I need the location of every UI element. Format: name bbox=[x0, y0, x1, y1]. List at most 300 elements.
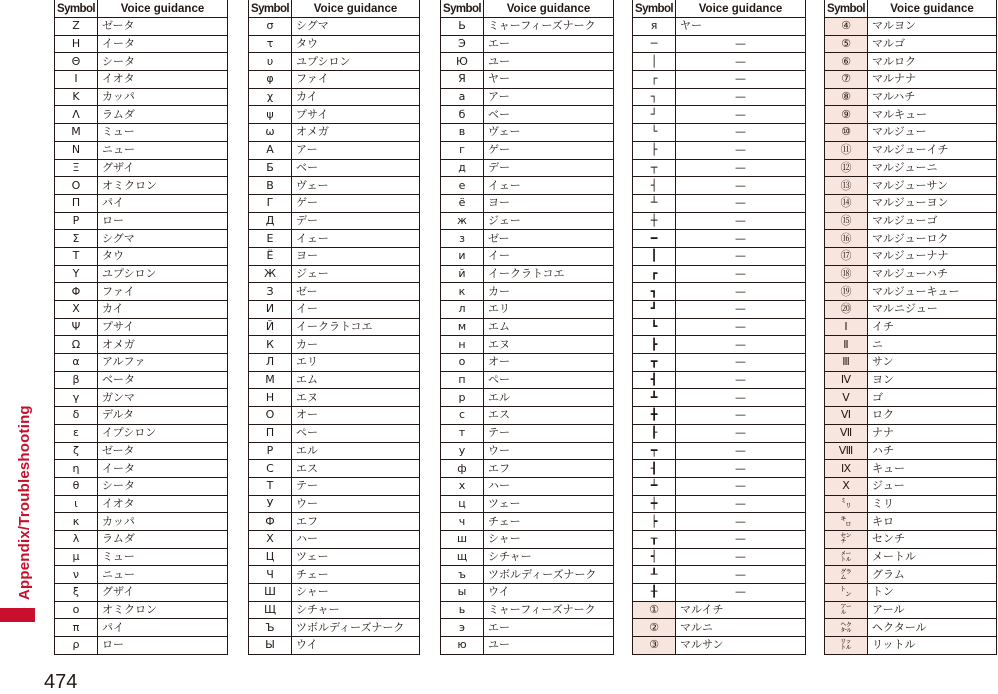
voice-guidance-cell: — bbox=[676, 124, 806, 142]
voice-guidance-cell: — bbox=[676, 442, 806, 460]
voice-guidance-cell: ラムダ bbox=[98, 106, 228, 124]
symbol-cell: ┨ bbox=[633, 460, 676, 478]
symbol-cell: ㌢ bbox=[825, 530, 868, 548]
symbol-cell: Ъ bbox=[249, 619, 292, 637]
voice-guidance-cell: エム bbox=[484, 318, 614, 336]
voice-guidance-cell: — bbox=[676, 495, 806, 513]
symbol-cell: м bbox=[441, 318, 484, 336]
symbol-cell: т bbox=[441, 424, 484, 442]
table-row bbox=[249, 637, 420, 655]
table-row bbox=[633, 371, 806, 389]
symbol-cell: ┠ bbox=[633, 424, 676, 442]
table-row bbox=[55, 530, 228, 548]
symbol-cell: Ν bbox=[55, 141, 98, 159]
voice-guidance-cell: オー bbox=[484, 354, 614, 372]
table-row bbox=[55, 247, 228, 265]
column-header-voice: Voice guidance bbox=[868, 0, 997, 18]
symbol-cell: Я bbox=[441, 71, 484, 89]
voice-guidance-cell: ゼータ bbox=[98, 442, 228, 460]
voice-guidance-cell: イークラトコエ bbox=[292, 318, 420, 336]
voice-guidance-cell: マルロク bbox=[868, 53, 997, 71]
voice-guidance-cell: ロク bbox=[868, 407, 997, 425]
table-row bbox=[633, 247, 806, 265]
table-row bbox=[55, 477, 228, 495]
table-row bbox=[633, 159, 806, 177]
symbol-cell: Χ bbox=[55, 301, 98, 319]
voice-guidance-cell: テー bbox=[484, 424, 614, 442]
table-row bbox=[55, 371, 228, 389]
voice-guidance-cell: エス bbox=[292, 460, 420, 478]
symbol-cell: Π bbox=[55, 194, 98, 212]
symbol-cell: Ⅸ bbox=[825, 460, 868, 478]
voice-guidance-cell: シャー bbox=[292, 584, 420, 602]
symbol-cell: Ф bbox=[249, 513, 292, 531]
voice-guidance-cell: ゲー bbox=[292, 194, 420, 212]
voice-guidance-cell: シータ bbox=[98, 53, 228, 71]
voice-guidance-cell: ツェー bbox=[484, 495, 614, 513]
voice-guidance-cell: イー bbox=[484, 247, 614, 265]
symbol-cell: ζ bbox=[55, 442, 98, 460]
voice-guidance-cell: ツボルディーズナーク bbox=[484, 566, 614, 584]
table-row bbox=[441, 230, 614, 248]
voice-guidance-cell: テー bbox=[292, 477, 420, 495]
symbol-cell: ρ bbox=[55, 637, 98, 655]
symbol-cell: ③ bbox=[633, 637, 676, 655]
voice-guidance-cell: ヘクタール bbox=[868, 619, 997, 637]
symbol-cell: α bbox=[55, 354, 98, 372]
voice-guidance-cell: ヨン bbox=[868, 371, 997, 389]
symbol-cell: ⑨ bbox=[825, 106, 868, 124]
voice-guidance-cell: ミャーフィーズナーク bbox=[484, 601, 614, 619]
voice-guidance-cell: ウー bbox=[484, 442, 614, 460]
table-row bbox=[55, 601, 228, 619]
table-row bbox=[249, 35, 420, 53]
voice-guidance-cell: — bbox=[676, 566, 806, 584]
table-row bbox=[55, 18, 228, 36]
table-row bbox=[825, 318, 997, 336]
symbol-cell: щ bbox=[441, 548, 484, 566]
symbol-cell: к bbox=[441, 283, 484, 301]
symbol-cell: Ш bbox=[249, 584, 292, 602]
table-row bbox=[55, 637, 228, 655]
voice-guidance-cell: ハチ bbox=[868, 442, 997, 460]
table-row bbox=[441, 371, 614, 389]
symbol-cell: Ρ bbox=[55, 212, 98, 230]
voice-guidance-cell: ペー bbox=[292, 424, 420, 442]
symbol-cell: ξ bbox=[55, 584, 98, 602]
symbol-cell: Т bbox=[249, 477, 292, 495]
table-row bbox=[825, 460, 997, 478]
symbol-cell: ④ bbox=[825, 18, 868, 36]
voice-guidance-cell: — bbox=[676, 177, 806, 195]
symbol-cell: ┰ bbox=[633, 530, 676, 548]
symbol-cell: й bbox=[441, 265, 484, 283]
voice-guidance-cell: ラムダ bbox=[98, 530, 228, 548]
voice-guidance-cell: ベー bbox=[292, 159, 420, 177]
symbol-cell: Θ bbox=[55, 53, 98, 71]
table-row bbox=[249, 584, 420, 602]
voice-guidance-cell: — bbox=[676, 424, 806, 442]
table-row bbox=[55, 194, 228, 212]
voice-guidance-cell: マルジューヨン bbox=[868, 194, 997, 212]
voice-guidance-cell: グザイ bbox=[98, 159, 228, 177]
symbol-cell: ┣ bbox=[633, 336, 676, 354]
voice-guidance-cell: ジェー bbox=[484, 212, 614, 230]
voice-guidance-cell: エヌ bbox=[484, 336, 614, 354]
voice-guidance-cell: カイ bbox=[292, 88, 420, 106]
table-row bbox=[249, 283, 420, 301]
table-row bbox=[55, 159, 228, 177]
symbol-cell: ┛ bbox=[633, 301, 676, 319]
symbol-cell: ё bbox=[441, 194, 484, 212]
voice-guidance-cell: マルキュー bbox=[868, 106, 997, 124]
voice-guidance-cell: ミュー bbox=[98, 548, 228, 566]
table-row bbox=[825, 548, 997, 566]
table-row bbox=[825, 247, 997, 265]
table-row bbox=[825, 18, 997, 36]
voice-guidance-cell: オミクロン bbox=[98, 601, 228, 619]
voice-guidance-cell: ロー bbox=[98, 637, 228, 655]
table-row bbox=[633, 194, 806, 212]
column-header-symbol: Symbol bbox=[825, 0, 868, 18]
symbol-cell: Ж bbox=[249, 265, 292, 283]
voice-guidance-cell: イオタ bbox=[98, 495, 228, 513]
voice-guidance-cell: アー bbox=[484, 88, 614, 106]
table-row bbox=[633, 301, 806, 319]
table-row bbox=[441, 247, 614, 265]
symbol-cell: В bbox=[249, 177, 292, 195]
table-row bbox=[55, 566, 228, 584]
symbol-cell: У bbox=[249, 495, 292, 513]
table-row bbox=[633, 424, 806, 442]
table-row bbox=[249, 247, 420, 265]
symbol-cell: η bbox=[55, 460, 98, 478]
voice-guidance-cell: チェー bbox=[292, 566, 420, 584]
symbol-cell: ┌ bbox=[633, 71, 676, 89]
table-row bbox=[55, 495, 228, 513]
voice-guidance-cell: デー bbox=[292, 212, 420, 230]
symbol-cell: ㍍ bbox=[825, 548, 868, 566]
table-row bbox=[825, 407, 997, 425]
voice-guidance-cell: トン bbox=[868, 584, 997, 602]
symbol-cell: Е bbox=[249, 230, 292, 248]
symbol-cell: ① bbox=[633, 601, 676, 619]
voice-guidance-cell: マルジューキュー bbox=[868, 283, 997, 301]
voice-guidance-cell: エム bbox=[292, 371, 420, 389]
voice-guidance-cell: — bbox=[676, 584, 806, 602]
voice-guidance-cell: ヨー bbox=[484, 194, 614, 212]
voice-guidance-cell: デルタ bbox=[98, 407, 228, 425]
voice-guidance-cell: ウー bbox=[292, 495, 420, 513]
symbol-cell: Μ bbox=[55, 124, 98, 142]
voice-guidance-cell: — bbox=[676, 530, 806, 548]
voice-guidance-cell: カッパ bbox=[98, 88, 228, 106]
symbol-cell: ┿ bbox=[633, 495, 676, 513]
symbol-cell: М bbox=[249, 371, 292, 389]
symbol-cell: в bbox=[441, 124, 484, 142]
symbol-cell: Б bbox=[249, 159, 292, 177]
symbol-cell: ⑬ bbox=[825, 177, 868, 195]
voice-guidance-cell: センチ bbox=[868, 530, 997, 548]
column-header-symbol: Symbol bbox=[633, 0, 676, 18]
table-row bbox=[633, 230, 806, 248]
symbol-cell: е bbox=[441, 177, 484, 195]
table-row bbox=[633, 53, 806, 71]
symbol-cell: ⑰ bbox=[825, 247, 868, 265]
table-row bbox=[633, 354, 806, 372]
voice-guidance-cell: ミャーフィーズナーク bbox=[484, 18, 614, 36]
voice-guidance-cell: ニ bbox=[868, 336, 997, 354]
voice-guidance-cell: ウイ bbox=[292, 637, 420, 655]
symbol-cell: Ⅳ bbox=[825, 371, 868, 389]
symbol-cell: С bbox=[249, 460, 292, 478]
symbol-cell: Ц bbox=[249, 548, 292, 566]
voice-guidance-cell: — bbox=[676, 513, 806, 531]
symbol-cell: ε bbox=[55, 424, 98, 442]
table-row bbox=[55, 212, 228, 230]
voice-guidance-cell: タウ bbox=[292, 35, 420, 53]
table-row bbox=[633, 177, 806, 195]
symbol-cell: ┝ bbox=[633, 513, 676, 531]
symbol-cell: Ζ bbox=[55, 18, 98, 36]
table-row bbox=[55, 35, 228, 53]
symbol-cell: Ы bbox=[249, 637, 292, 655]
voice-guidance-cell: グラム bbox=[868, 566, 997, 584]
table-row bbox=[633, 265, 806, 283]
symbol-cell: ⑭ bbox=[825, 194, 868, 212]
symbol-cell: ⑳ bbox=[825, 301, 868, 319]
voice-guidance-cell: シータ bbox=[98, 477, 228, 495]
symbol-cell: Ь bbox=[441, 18, 484, 36]
voice-guidance-cell: — bbox=[676, 106, 806, 124]
voice-guidance-cell: シチャー bbox=[484, 548, 614, 566]
table-row bbox=[825, 566, 997, 584]
voice-guidance-cell: ユプシロン bbox=[292, 53, 420, 71]
symbol-cell: Ⅰ bbox=[825, 318, 868, 336]
table-header bbox=[55, 0, 228, 18]
symbol-cell: π bbox=[55, 619, 98, 637]
table-row bbox=[441, 124, 614, 142]
table-row bbox=[825, 637, 997, 655]
symbol-cell: Ю bbox=[441, 53, 484, 71]
table-row bbox=[633, 318, 806, 336]
voice-guidance-cell: ニュー bbox=[98, 141, 228, 159]
voice-guidance-cell: プサイ bbox=[98, 318, 228, 336]
table-row bbox=[55, 265, 228, 283]
symbol-cell: Ψ bbox=[55, 318, 98, 336]
table-row bbox=[249, 371, 420, 389]
table-row bbox=[249, 88, 420, 106]
table-row bbox=[825, 619, 997, 637]
table-row bbox=[825, 442, 997, 460]
symbol-cell: Ξ bbox=[55, 159, 98, 177]
column-header-symbol: Symbol bbox=[249, 0, 292, 18]
symbol-cell: Ⅹ bbox=[825, 477, 868, 495]
symbol-cell: э bbox=[441, 619, 484, 637]
voice-guidance-cell: オミクロン bbox=[98, 177, 228, 195]
table-row bbox=[441, 336, 614, 354]
table-row bbox=[55, 389, 228, 407]
table-row bbox=[825, 35, 997, 53]
table-row bbox=[441, 35, 614, 53]
symbol-cell: τ bbox=[249, 35, 292, 53]
table-row bbox=[55, 106, 228, 124]
voice-guidance-cell: マルヨン bbox=[868, 18, 997, 36]
symbol-cell: ⑪ bbox=[825, 141, 868, 159]
table-header bbox=[633, 0, 806, 18]
symbol-cell: ┻ bbox=[633, 389, 676, 407]
table-row bbox=[249, 601, 420, 619]
symbol-cell: ┸ bbox=[633, 566, 676, 584]
table-row bbox=[249, 159, 420, 177]
table-row bbox=[441, 389, 614, 407]
voice-guidance-cell: カー bbox=[292, 336, 420, 354]
table-row bbox=[55, 71, 228, 89]
table-row bbox=[55, 318, 228, 336]
table-row bbox=[55, 424, 228, 442]
table-row bbox=[441, 584, 614, 602]
symbol-cell: ┘ bbox=[633, 106, 676, 124]
table-row bbox=[825, 141, 997, 159]
table-row bbox=[249, 106, 420, 124]
table-row bbox=[249, 141, 420, 159]
table-row bbox=[55, 283, 228, 301]
voice-guidance-cell: ゴ bbox=[868, 389, 997, 407]
voice-guidance-cell: マルジュー bbox=[868, 124, 997, 142]
symbol-cell: о bbox=[441, 354, 484, 372]
symbol-cell: ㍉ bbox=[825, 495, 868, 513]
symbol-cell: υ bbox=[249, 53, 292, 71]
symbol-cell: д bbox=[441, 159, 484, 177]
table-row bbox=[441, 301, 614, 319]
table-row bbox=[249, 424, 420, 442]
table-row bbox=[633, 283, 806, 301]
voice-guidance-cell: — bbox=[676, 336, 806, 354]
table-row bbox=[249, 619, 420, 637]
symbol-cell: ─ bbox=[633, 35, 676, 53]
voice-guidance-cell: マルイチ bbox=[676, 601, 806, 619]
symbol-cell: └ bbox=[633, 124, 676, 142]
table-row bbox=[825, 301, 997, 319]
table-row bbox=[633, 601, 806, 619]
symbol-cell: Г bbox=[249, 194, 292, 212]
symbol-cell: ф bbox=[441, 460, 484, 478]
voice-guidance-cell: パイ bbox=[98, 619, 228, 637]
symbol-cell: ┳ bbox=[633, 354, 676, 372]
symbol-cell: О bbox=[249, 407, 292, 425]
table-row bbox=[55, 548, 228, 566]
table-row bbox=[825, 371, 997, 389]
voice-guidance-cell: エル bbox=[292, 442, 420, 460]
table-row bbox=[249, 177, 420, 195]
table-row bbox=[55, 407, 228, 425]
symbol-cell: Ⅵ bbox=[825, 407, 868, 425]
table-row bbox=[633, 513, 806, 531]
symbol-cell: Ⅶ bbox=[825, 424, 868, 442]
table-row bbox=[441, 548, 614, 566]
table-row bbox=[441, 477, 614, 495]
symbol-cell: ━ bbox=[633, 230, 676, 248]
voice-guidance-cell: マルジューハチ bbox=[868, 265, 997, 283]
table-row bbox=[249, 265, 420, 283]
voice-guidance-cell: エヌ bbox=[292, 389, 420, 407]
symbol-cell: ┓ bbox=[633, 283, 676, 301]
table-header bbox=[249, 0, 420, 18]
symbol-cell: φ bbox=[249, 71, 292, 89]
symbol-cell: ю bbox=[441, 637, 484, 655]
voice-guidance-cell: — bbox=[676, 371, 806, 389]
table-row bbox=[441, 637, 614, 655]
table-row bbox=[441, 212, 614, 230]
symbol-cell: ц bbox=[441, 495, 484, 513]
symbol-cell: а bbox=[441, 88, 484, 106]
voice-guidance-cell: ヤー bbox=[676, 18, 806, 36]
voice-guidance-cell: — bbox=[676, 548, 806, 566]
voice-guidance-cell: ハー bbox=[292, 530, 420, 548]
symbol-cell: δ bbox=[55, 407, 98, 425]
symbol-cell: χ bbox=[249, 88, 292, 106]
table-row bbox=[441, 619, 614, 637]
voice-guidance-cell: ナナ bbox=[868, 424, 997, 442]
voice-guidance-cell: イータ bbox=[98, 460, 228, 478]
voice-guidance-cell: キュー bbox=[868, 460, 997, 478]
table-row bbox=[55, 460, 228, 478]
voice-guidance-cell: — bbox=[676, 141, 806, 159]
table-row bbox=[249, 336, 420, 354]
voice-guidance-cell: ベータ bbox=[98, 371, 228, 389]
column-header-voice: Voice guidance bbox=[484, 0, 614, 18]
voice-guidance-cell: — bbox=[676, 318, 806, 336]
table-row bbox=[441, 141, 614, 159]
table-row bbox=[633, 141, 806, 159]
voice-guidance-cell: ミュー bbox=[98, 124, 228, 142]
table-row bbox=[441, 177, 614, 195]
section-label: Appendix/Troubleshooting bbox=[16, 405, 33, 600]
symbol-cell: ② bbox=[633, 619, 676, 637]
symbol-cell: П bbox=[249, 424, 292, 442]
table-row bbox=[55, 584, 228, 602]
voice-guidance-cell: サン bbox=[868, 354, 997, 372]
voice-guidance-cell: — bbox=[676, 230, 806, 248]
table-row bbox=[55, 88, 228, 106]
voice-guidance-cell: — bbox=[676, 247, 806, 265]
table-row bbox=[441, 601, 614, 619]
voice-guidance-cell: — bbox=[676, 477, 806, 495]
table-row bbox=[441, 513, 614, 531]
voice-guidance-cell: ミリ bbox=[868, 495, 997, 513]
symbol-cell: Й bbox=[249, 318, 292, 336]
symbol-cell: ω bbox=[249, 124, 292, 142]
table-row bbox=[249, 301, 420, 319]
symbol-cell: ⑮ bbox=[825, 212, 868, 230]
voice-guidance-cell: — bbox=[676, 407, 806, 425]
symbol-cell: Ο bbox=[55, 177, 98, 195]
voice-guidance-cell: シグマ bbox=[98, 230, 228, 248]
symbol-cell: κ bbox=[55, 513, 98, 531]
table-row bbox=[249, 389, 420, 407]
voice-guidance-cell: — bbox=[676, 35, 806, 53]
table-row bbox=[441, 530, 614, 548]
page-number: 474 bbox=[44, 671, 78, 693]
table-row bbox=[249, 354, 420, 372]
voice-guidance-cell: ジュー bbox=[868, 477, 997, 495]
table-row bbox=[249, 460, 420, 478]
symbol-cell: ㌧ bbox=[825, 584, 868, 602]
table-row bbox=[441, 106, 614, 124]
table-row bbox=[633, 460, 806, 478]
table-row bbox=[825, 354, 997, 372]
symbol-cell: ⑦ bbox=[825, 71, 868, 89]
